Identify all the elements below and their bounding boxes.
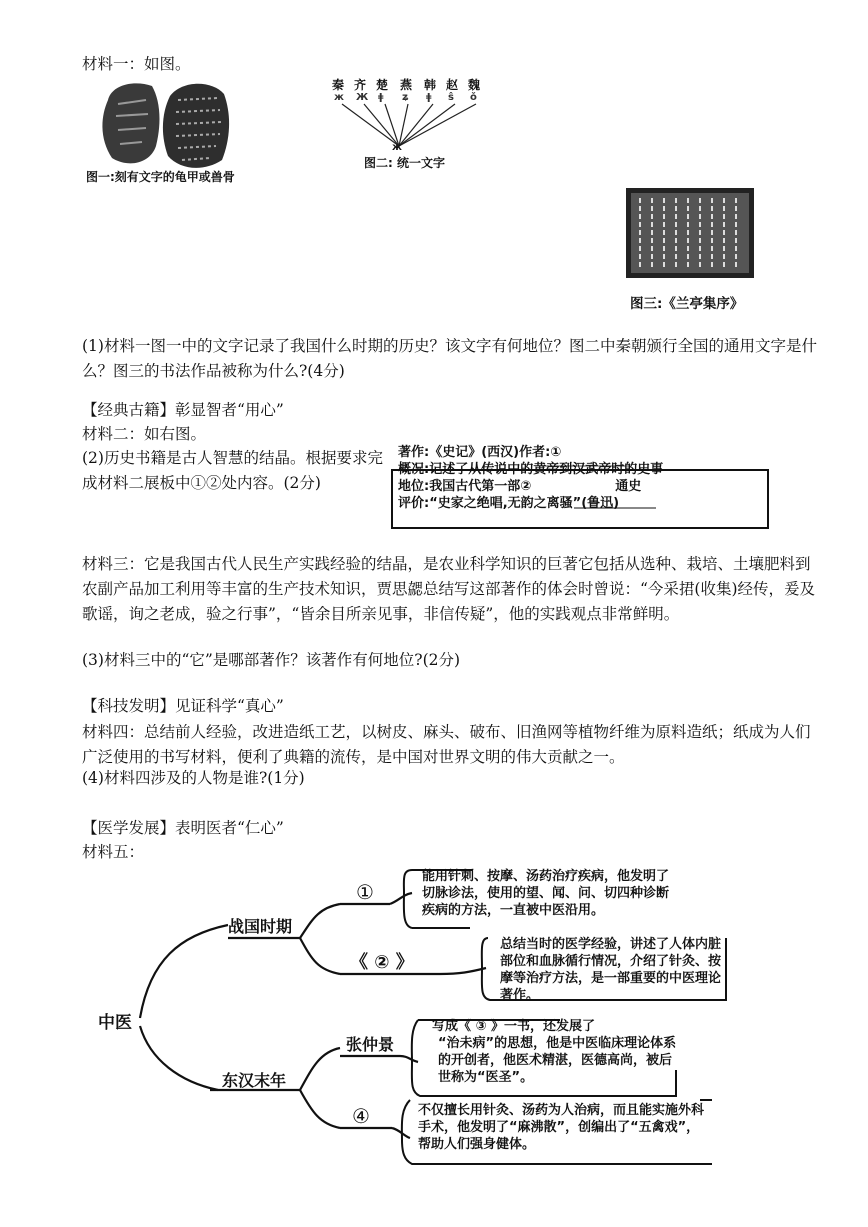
state-name: 燕 — [400, 78, 413, 92]
material-3-text: 材料三：它是我国古代人民生产实践经验的结晶，是农业科学知识的巨著它包括从选种、栽培、土壤肥料到农副产品加工利用等丰富的生产技术知识，贾思勰总结写这部著作的体会时曾说：“今采捃(收集)经传，爰及歌谣，询之老成，验之行事”，“皆余目所亲见事，非信传疑”，他的实践观点非常鲜明。 — [82, 555, 816, 623]
material-1-label: 材料一：如图。 — [82, 55, 191, 73]
mindmap-box-2: 总结当时的医学经验，讲述了人体内脏部位和血脉循行情况，介绍了针灸、按摩等治疗方法，是一部重要的中医理论著作。 — [500, 937, 722, 1003]
state-name: 齐 — [354, 78, 367, 92]
lanting-calligraphy-image — [626, 188, 754, 278]
state-name: 楚 — [376, 78, 389, 92]
oracle-bone-image — [102, 83, 229, 168]
figure-1-caption: 图一:刻有文字的龟甲或兽骨 — [86, 170, 235, 184]
material-5-label: 材料五： — [82, 843, 145, 861]
state-name: 魏 — [468, 78, 481, 92]
state-name: 秦 — [332, 78, 345, 92]
material-4-text: 材料四：总结前人经验，改进造纸工艺，以树皮、麻头、破布、旧渔网等植物纤维为原料造纸；纸成为人们广泛使用的书写材料，便利了典籍的流传，是中国对世界文明的伟大贡献之一。 — [82, 723, 811, 766]
mindmap-node-2: 《 ② 》 — [350, 952, 414, 973]
unify-script-diagram — [342, 104, 476, 146]
state-name: 赵 — [446, 78, 459, 92]
qin-glyph: ж — [392, 142, 402, 153]
question-1: (1)材料一图一中的文字记录了我国什么时期的历史？该文字有何地位？图二中秦朝颁行全国的通用文字是什么？图三的书法作品被称为什么?(4分) — [82, 337, 817, 380]
section-medicine-heading: 【医学发展】表明医者“仁心” — [82, 819, 284, 837]
board-line-status: 地位:我国古代第一部② 通史 — [398, 479, 642, 494]
mindmap-branch-warring-states: 战国时期 — [228, 917, 293, 936]
mindmap-box-3: 写成《 ③ 》一书，还发展了 “治未病”的思想，他是中医临床理论体系的开创者，他医术精湛，医德高尚，被后世称为“医圣”。 — [432, 1019, 677, 1085]
mindmap-node-1: ① — [356, 880, 374, 904]
state-name: 韩 — [424, 78, 437, 92]
mindmap-box-1: 能用针刺、按摩、汤药治疗疾病，他发明了切脉诊法，使用的望、闻、问、切四种诊断疾病的方法，一直被中医沿用。 — [422, 869, 670, 918]
board-line-work: 著作:《史记》(西汉)作者:① — [398, 445, 562, 460]
question-4: (4)材料四涉及的人物是谁?(1分) — [82, 769, 305, 787]
figure-3-caption: 图三:《兰亭集序》 — [630, 296, 744, 312]
shiji-board — [398, 444, 768, 512]
mindmap-root: 中医 — [98, 1013, 132, 1033]
section-classics-heading: 【经典古籍】彰显智者“用心” — [82, 401, 284, 419]
mindmap-box-4: 不仅擅长用针灸、汤药为人治病，而且能实施外科手术，他发明了“麻沸散”，创编出了“五禽戏”，帮助人们强身健体。 — [418, 1103, 705, 1152]
mindmap-node-zhang-zhongjing: 张仲景 — [346, 1035, 395, 1054]
board-line-evaluation: 评价:“史家之绝唱,无韵之离骚”(鲁迅) — [398, 496, 620, 511]
question-3: (3)材料三中的“它”是哪部著作？该著作有何地位?(2分) — [82, 651, 461, 669]
question-2: (2)历史书籍是古人智慧的结晶。根据要求完成材料二展板中①②处内容。(2分) — [82, 449, 383, 492]
section-tech-heading: 【科技发明】见证科学“真心” — [82, 697, 284, 715]
material-2-label: 材料二：如右图。 — [82, 425, 207, 443]
mindmap-node-4: ④ — [352, 1104, 370, 1128]
figure-2-caption: 图二: 统一文字 — [364, 156, 445, 170]
board-line-summary: 概况:记述了从传说中的黄帝到汉武帝时的史事 — [398, 462, 664, 477]
mindmap-branch-eastern-han: 东汉末年 — [222, 1071, 287, 1090]
